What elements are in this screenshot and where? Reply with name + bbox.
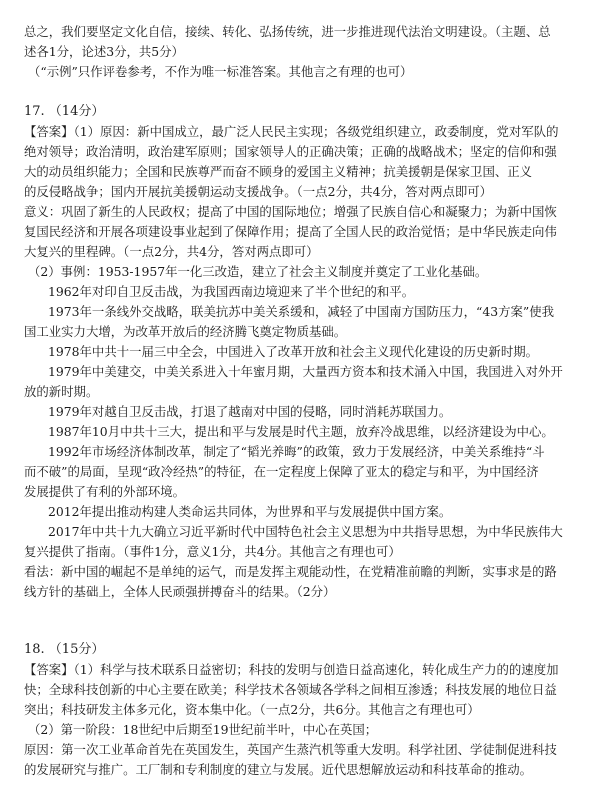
text-line: 大复兴的里程碑。（一点2分，共4分，答对两点即可）	[24, 244, 319, 259]
text-line: 意义：巩固了新生的人民政权；提高了中国的国际地位；增强了民族自信心和凝聚力；为新中国恢	[24, 204, 557, 219]
text-line: 放的新时期。	[24, 384, 99, 399]
text-line: （2）事例：1953-1957年一化三改造，建立了社会主义制度并奠定了工业化基础。	[28, 264, 488, 279]
text-line: 1973年一条线外交战略，联美抗苏中美关系缓和，减轻了中国南方国防压力，“43方案”使我	[48, 304, 555, 319]
text-line: 的发展研究与推广。工厂制和专利制度的建立与发展。近代思想解放运动和科技革命的推动。	[24, 762, 533, 777]
text-line: 1987年10月中共十三大，提出和平与发展是时代主题，放弃冷战思维，以经济建设为中心。	[48, 424, 554, 439]
text-line: 国工业实力大增，为改革开放后的经济腾飞奠定物质基础。	[24, 324, 347, 339]
text-line: 1979年中美建交，中美关系进入十年蜜月期，大量西方资本和技术涌入中国，我国进入对外开	[48, 364, 563, 379]
text-line: 总之，我们要坚定文化自信，接续、转化、弘扬传统，进一步推进现代法治文明建设。（主题、总	[24, 24, 551, 39]
question-17-heading: 17. （14分）	[24, 104, 105, 119]
text-line: 快；全球科技创新的中心主要在欧美；科学技术各领域各学科之间相互渗透；科技发展的地位日益	[24, 682, 557, 697]
text-line: 1979年对越自卫反击战，打退了越南对中国的侵略，同时消耗苏联国力。	[48, 404, 452, 419]
text-line: 而不破”的局面，呈现“政冷经热”的特征，在一定程度上保障了亚太的稳定与和平，为中国经济	[24, 464, 539, 479]
text-line: 1978年中共十一届三中全会，中国进入了改革开放和社会主义现代化建设的历史新时期。	[48, 344, 538, 359]
question-18-heading: 18. （15分）	[24, 642, 105, 657]
text-line: （2）第一阶段：18世纪中后期至19世纪前半叶，中心在英国；	[28, 722, 378, 737]
text-line: 看法：新中国的崛起不是单纯的运气，而是发挥主观能动性，在党精准前瞻的判断，实事求是的路	[24, 564, 557, 579]
text-line: 发展提供了有利的外部环境。	[24, 484, 186, 499]
text-line: 绝对领导；政治清明，政治建军原则；国家领导人的正确决策；正确的战略战术；坚定的信仰和强	[24, 144, 557, 159]
text-line: 复兴提供了指南。（事件1分，意义1分，共4分。其他言之有理也可）	[24, 544, 401, 559]
text-line: 复国民经济和开展各项建设事业起到了保障作用；提高了全国人民的政治觉悟；是中华民族走向伟	[24, 224, 557, 239]
text-line: 突出；科技研发主体多元化，资本集中化。（一点2分，共6分。其他言之有理也可）	[24, 702, 480, 717]
text-line: 线方针的基础上，全体人民顽强拼搏奋斗的结果。（2分）	[24, 584, 336, 599]
text-line: 2017年中共十九大确立习近平新时代中国特色社会主义思想为中共指导思想，为中华民族伟大	[48, 524, 563, 539]
text-line: 【答案】（1）原因：新中国成立，最广泛人民民主实现；各级党组织建立，政委制度，党对军队的	[24, 124, 559, 139]
text-line: 大的动员组织能力；全国和民族尊严而奋不顾身的爱国主义精神；抗美援朝是保家卫国、正义	[24, 164, 533, 179]
text-line: 述各1分，论述3分，共5分）	[24, 44, 184, 59]
text-line: 【答案】（1）科学与技术联系日益密切；科技的发明与创造日益高速化，转化成生产力的的速度加	[24, 662, 559, 677]
text-line: 1962年对印自卫反击战，为我国西南边境迎来了半个世纪的和平。	[48, 284, 415, 299]
text-line: 原因：第一次工业革命首先在英国发生，英国产生蒸汽机等重大发明。科学社团、学徒制促进科技	[24, 742, 557, 757]
text-line: 的反侵略战争；国内开展抗美援朝运动支援战争。（一点2分，共4分，答对两点即可）	[24, 184, 493, 199]
text-line: 1992年市场经济体制改革，制定了“韬光养晦”的政策，致力于发展经济，中美关系维持“斗	[48, 444, 545, 459]
text-line: 2012年提出推动构建人类命运共同体，为世界和平与发展提供中国方案。	[48, 504, 452, 519]
text-line: （“示例”只作评卷参考，不作为唯一标准答案。其他言之有理的也可）	[28, 64, 413, 79]
